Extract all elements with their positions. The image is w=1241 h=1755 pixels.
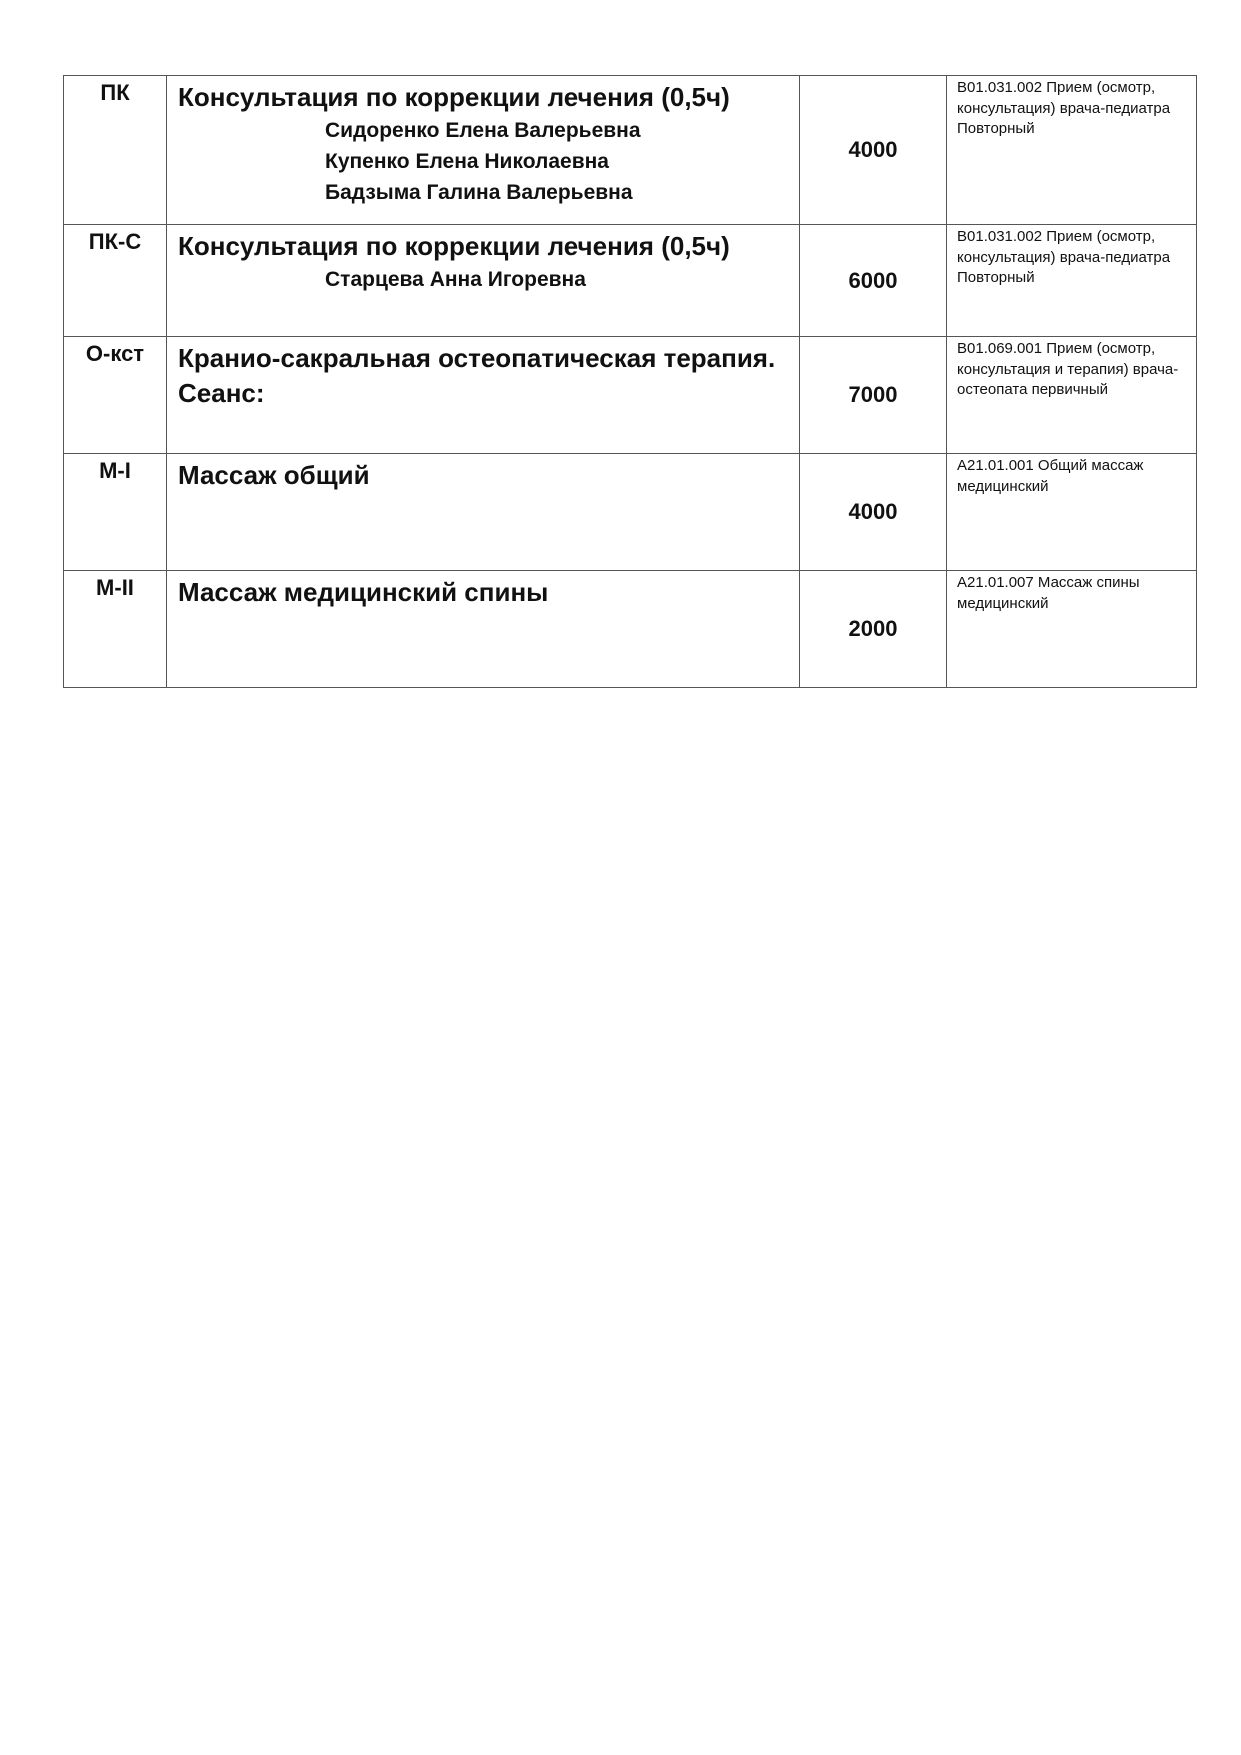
service-code: ПК-С: [64, 225, 167, 337]
table-row: [64, 571, 1197, 688]
reference-line: медицинский: [957, 477, 1049, 495]
service-price: 4000: [800, 76, 947, 225]
reference-line: А21.01.007 Массаж спины: [957, 574, 1140, 591]
doctor-list: [178, 115, 789, 208]
reference-line: В01.031.002 Прием (осмотр,: [957, 228, 1156, 245]
service-title: Массаж общий: [178, 460, 370, 490]
price-table: [63, 75, 1197, 688]
service-price: 4000: [800, 454, 947, 571]
table-row: [64, 225, 1197, 337]
reference-line: консультация и терапия) врача-: [957, 360, 1179, 378]
reference-line: консультация) врача-педиатра: [957, 248, 1171, 266]
service-price: 7000: [800, 337, 947, 454]
reference-line: В01.069.001 Прием (осмотр,: [957, 340, 1156, 357]
reference-line: В01.031.002 Прием (осмотр,: [957, 79, 1156, 96]
doctor-name: Сидоренко Елена Валерьевна: [325, 119, 641, 142]
service-price: 2000: [800, 571, 947, 688]
reference-line: остеопата первичный: [957, 381, 1108, 398]
service-code: М-I: [64, 454, 167, 571]
service-reference: [947, 454, 1197, 571]
service-title: Сеанс:: [178, 378, 265, 408]
reference-line: консультация) врача-педиатра: [957, 99, 1171, 117]
service-reference: [947, 337, 1197, 454]
doctor-name: Бадзыма Галина Валерьевна: [325, 181, 633, 204]
service-name-cell: [167, 454, 800, 571]
reference-line: Повторный: [957, 120, 1035, 137]
service-title: Консультация по коррекции лечения (0,5ч): [178, 231, 730, 261]
service-reference: [947, 571, 1197, 688]
reference-line: медицинский: [957, 594, 1049, 612]
reference-line: А21.01.001 Общий массаж: [957, 457, 1144, 474]
service-name-cell: [167, 571, 800, 688]
service-title: Консультация по коррекции лечения (0,5ч): [178, 82, 730, 112]
doctor-name: Купенко Елена Николаевна: [325, 150, 609, 173]
service-price: 6000: [800, 225, 947, 337]
service-code: ПК: [64, 76, 167, 225]
doctor-name: Старцева Анна Игоревна: [325, 268, 586, 291]
service-title: Массаж медицинский спины: [178, 577, 549, 607]
service-reference: [947, 225, 1197, 337]
service-code: М-II: [64, 571, 167, 688]
service-reference: [947, 76, 1197, 225]
table-row: [64, 454, 1197, 571]
doctor-list: [178, 264, 789, 295]
reference-line: Повторный: [957, 269, 1035, 286]
service-name-cell: [167, 337, 800, 454]
service-code: О-кст: [64, 337, 167, 454]
table-row: [64, 76, 1197, 225]
service-title: Кранио-сакральная остеопатическая терапия.: [178, 343, 776, 373]
service-name-cell: [167, 76, 800, 225]
table-row: [64, 337, 1197, 454]
service-name-cell: [167, 225, 800, 337]
